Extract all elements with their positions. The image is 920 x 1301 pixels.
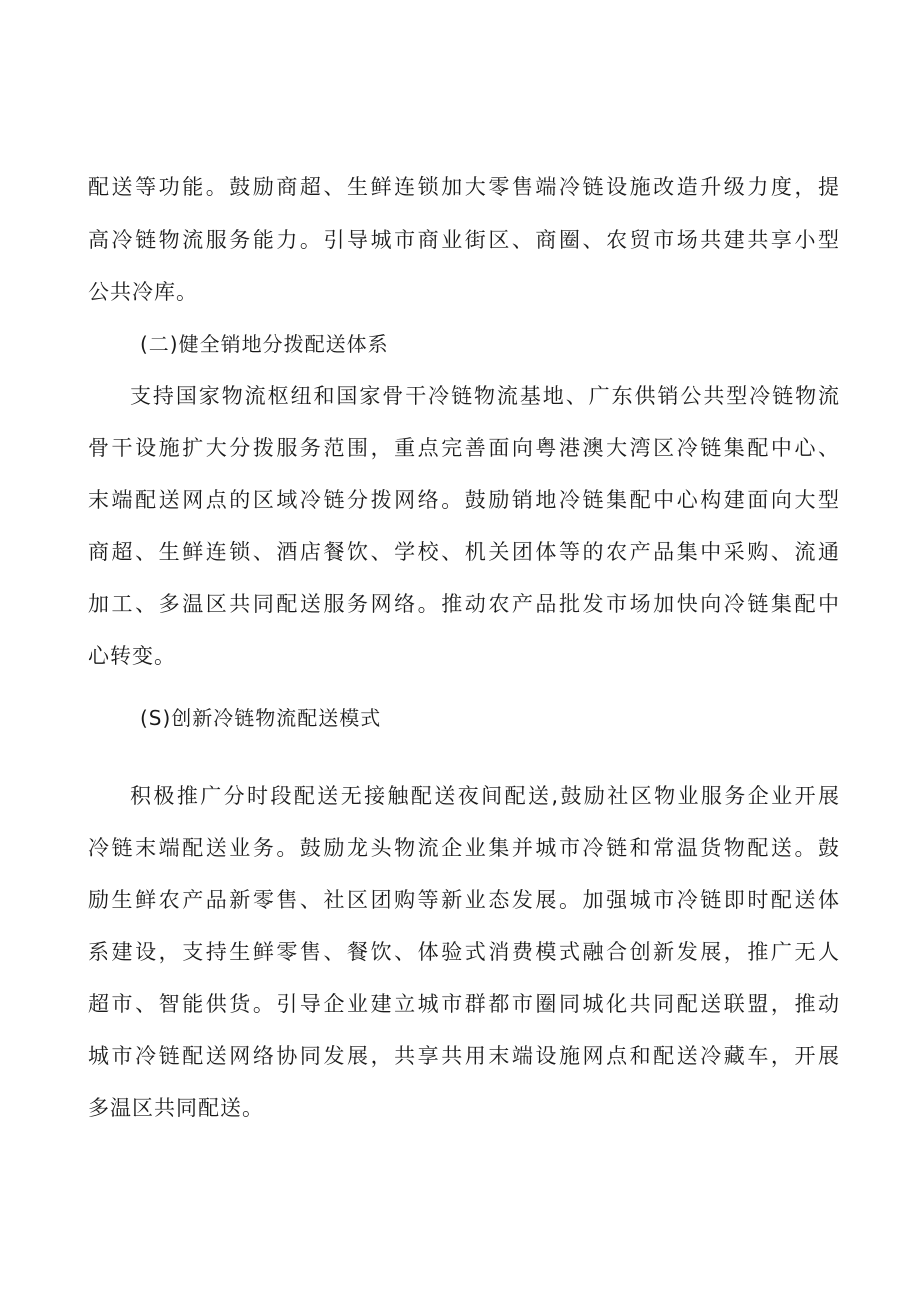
paragraph-1-line-2: 高冷链物流服务能力。引导城市商业街区、商圈、农贸市场共建共享小型 [88,228,840,252]
paragraph-3-line-4: 系建设，支持生鲜零售、餐饮、体验式消费模式融合创新发展，推广无人 [88,940,840,964]
paragraph-2-line-6: 心转变。 [88,644,176,668]
paragraph-2-line-3: 末端配送网点的区域冷链分拨网络。鼓励销地冷链集配中心构建面向大型 [88,488,840,512]
paragraph-3-line-5: 超市、智能供货。引导企业建立城市群都市圈同城化共同配送联盟，推动 [88,992,840,1016]
paragraph-3-line-7: 多温区共同配送。 [88,1096,264,1120]
paragraph-1-line-1: 配送等功能。鼓励商超、生鲜连锁加大零售端冷链设施改造升级力度，提 [88,175,840,199]
paragraph-3-line-2: 冷链末端配送业务。鼓励龙头物流企业集并城市冷链和常温货物配送。鼓 [88,836,840,860]
section-heading-2: (二)健全销地分拨配送体系 [140,332,389,356]
paragraph-2-line-2: 骨干设施扩大分拨服务范围，重点完善面向粤港澳大湾区冷链集配中心、 [88,436,840,460]
paragraph-2-line-5: 加工、多温区共同配送服务网络。推动农产品批发市场加快向冷链集配中 [88,592,840,616]
paragraph-1-line-3: 公共冷库。 [88,280,198,304]
paragraph-2-line-4: 商超、生鲜连锁、酒店餐饮、学校、机关团体等的农产品集中采购、流通 [88,540,840,564]
paragraph-3-line-1: 积极推广分时段配送无接触配送夜间配送,鼓励社区物业服务企业开展 [130,784,840,808]
paragraph-3-line-3: 励生鲜农产品新零售、社区团购等新业态发展。加强城市冷链即时配送体 [88,888,840,912]
paragraph-3-line-6: 城市冷链配送网络协同发展，共享共用末端设施网点和配送冷藏车，开展 [88,1044,840,1068]
section-heading-3: (S)创新冷链物流配送模式 [140,706,382,730]
paragraph-2-line-1: 支持国家物流枢纽和国家骨干冷链物流基地、广东供销公共型冷链物流 [130,384,840,408]
